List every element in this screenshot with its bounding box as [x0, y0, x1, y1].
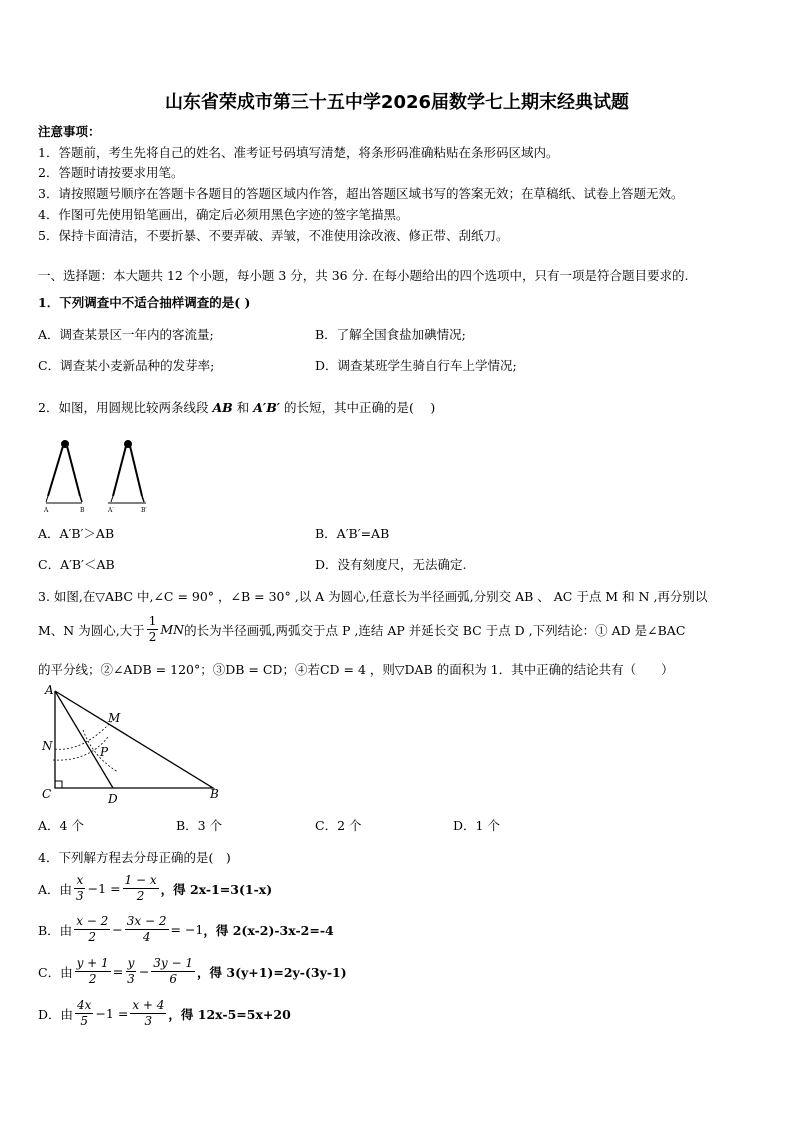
q4-a-result: ，得 2x-1=3(1-x): [160, 881, 273, 897]
q2-option-d: D．没有刻度尺，无法确定.: [315, 557, 467, 572]
q2-stem-post: 的长短，其中正确的是( ): [284, 400, 436, 415]
fraction-numerator: x: [76, 873, 84, 887]
fraction-denominator: 4: [142, 930, 151, 944]
fraction-denominator: 2: [88, 972, 97, 986]
right-angle-mark: [55, 781, 62, 788]
q3-option-a: A．4 个: [38, 818, 84, 833]
fraction: [74, 873, 86, 904]
q3-option-d: D．1 个: [453, 818, 500, 833]
q2-stem-pre: 2．如图，用圆规比较两条线段: [38, 400, 209, 415]
question-3-line-1: 3. 如图,在▽ABC 中,∠C = 90° ，∠B = 30° ,以 A 为圆心,任意长为半径画弧,分别交 AB 、 AC 于点 M 和 N ,再分别以: [38, 589, 708, 604]
fraction-denominator: 6: [169, 972, 177, 986]
page-title: 山东省荣成市第三十五中学2026届数学七上期末经典试题: [164, 92, 630, 113]
fraction: [125, 914, 169, 945]
note-item: 1．答题前，考生先将自己的姓名、准考证号码填写清楚，将条形码准确粘贴在条形码区域内。: [38, 145, 559, 160]
q3-line2-post: 的长为半径画弧,两弧交于点 P ,连结 AP 并延长交 BC 于点 D ,下列结论：① AD 是∠BAC: [184, 622, 686, 638]
fraction: [130, 998, 166, 1029]
fraction: [75, 956, 111, 987]
note-item: 5．保持卡面清洁，不要折暴、不要弄破、弄皱，不准使用涂改液、修正带、刮纸刀。: [38, 228, 509, 243]
operator: −: [112, 922, 123, 937]
fraction-denominator: 3: [144, 1014, 153, 1028]
q1-option-c: C．调查某小麦新品种的发芽率;: [38, 358, 215, 373]
label-b: B: [210, 787, 219, 801]
section-heading: 一、选择题：本大题共 12 个小题，每小题 3 分，共 36 分. 在每小题给出的四个选项中，只有一项是符合题目要求的.: [38, 268, 689, 283]
q3-option-c: C．2 个: [315, 818, 362, 833]
fraction-numerator: 3x − 2: [126, 914, 167, 928]
label-a: A: [45, 683, 54, 697]
q1-option-b: B．了解全国食盐加碘情况;: [315, 327, 466, 342]
operator: =: [112, 964, 124, 979]
label-c: C: [42, 787, 52, 801]
fraction-numerator: y + 1: [76, 956, 109, 970]
fraction: [75, 998, 93, 1029]
operator: −1 =: [87, 881, 121, 896]
compass-right: [111, 441, 144, 502]
fraction-numerator: 4x: [77, 998, 92, 1012]
question-3-line-2: [38, 614, 685, 645]
q2-option-c: C．A′B′＜AB: [38, 557, 115, 572]
q3-line2-pre: M、N 为圆心,大于: [38, 622, 145, 638]
q1-option-a: A．调查某景区一年内的客流量;: [38, 327, 214, 342]
q2-option-a: A．A′B′＞AB: [38, 526, 115, 541]
label-a: A: [44, 507, 49, 514]
q4-c-result: ，得 3(y+1)=2y-(3y-1): [197, 964, 347, 980]
fraction-denominator: 3: [76, 889, 84, 903]
label-m: M: [108, 711, 121, 725]
q3-mn: MN: [160, 622, 185, 637]
q4-b-result: ，得 2(x-2)-3x-2=-4: [203, 922, 334, 938]
notes-heading: 注意事项：: [38, 124, 101, 139]
question-1-stem: 1．下列调查中不适合抽样调查的是( ): [38, 295, 251, 310]
question-4-stem: 4．下列解方程去分母正确的是( ): [38, 850, 231, 865]
q4-option-a: [38, 873, 272, 904]
q4-option-c: [38, 956, 347, 987]
q1-option-d: D．调查某班学生骑自行车上学情况;: [315, 358, 517, 373]
q4-option-d: [38, 998, 291, 1029]
fraction-denominator: 2: [148, 630, 157, 644]
fraction-numerator: 1: [148, 614, 157, 628]
q4-option-b: [38, 914, 334, 945]
q2-segment-a1b1: A′B′: [253, 400, 281, 415]
fraction-numerator: y: [127, 956, 135, 970]
q2-and: 和: [236, 400, 250, 415]
fraction-denominator: 2: [136, 889, 145, 903]
fraction-numerator: x + 4: [132, 998, 165, 1012]
fraction-denominator: 2: [88, 930, 97, 944]
q4-a-label: A．由: [38, 881, 73, 897]
label-n: N: [42, 739, 53, 753]
q2-option-b: B．A′B′=AB: [315, 526, 390, 541]
note-item: 4．作图可先使用铅笔画出，确定后必须用黑色字迹的签字笔描黑。: [38, 207, 409, 222]
compass-left: [46, 441, 82, 502]
line-ad: [55, 691, 113, 788]
q2-segment-ab: AB: [212, 400, 233, 415]
fraction-numerator: 1 − x: [124, 873, 157, 887]
q4-c-label: C．由: [38, 964, 73, 980]
fraction: [123, 873, 159, 904]
label-a-prime: A′: [108, 507, 114, 514]
q4-d-label: D．由: [38, 1006, 74, 1022]
fraction-denominator: 5: [80, 1014, 89, 1028]
fraction: [151, 956, 195, 987]
fraction-denominator: 3: [127, 972, 135, 986]
triangle-abc: [55, 691, 213, 788]
label-b: B: [80, 507, 85, 514]
q3-option-b: B．3 个: [176, 818, 223, 833]
compass-figure: [38, 436, 158, 516]
label-p: P: [100, 745, 109, 759]
q4-d-result: ，得 12x-5=5x+20: [168, 1006, 291, 1022]
label-d: D: [108, 792, 118, 806]
fraction: [125, 956, 137, 987]
fraction-numerator: 3y − 1: [153, 956, 194, 970]
operator: = −1: [170, 922, 204, 937]
note-item: 3．请按照题号顺序在答题卡各题目的答题区域内作答，超出答题区域书写的答案无效；在草稿纸、试卷上答题无效。: [38, 186, 684, 201]
label-b-prime: B′: [141, 507, 147, 514]
operator: −: [138, 964, 150, 979]
note-item: 2．答题时请按要求用笔。: [38, 165, 184, 180]
fraction-numerator: x − 2: [76, 914, 109, 928]
operator: −1 =: [95, 1006, 129, 1021]
fraction: [74, 914, 110, 945]
question-2-stem: [38, 398, 435, 416]
triangle-figure: [38, 682, 238, 808]
q3-fraction-half: [147, 614, 159, 645]
q4-b-label: B．由: [38, 922, 73, 938]
question-3-line-3: 的平分线；②∠ADB = 120°；③DB = CD；④若CD = 4 ，则▽DAB 的面积为 1．其中正确的结论共有（ ）: [38, 662, 674, 677]
